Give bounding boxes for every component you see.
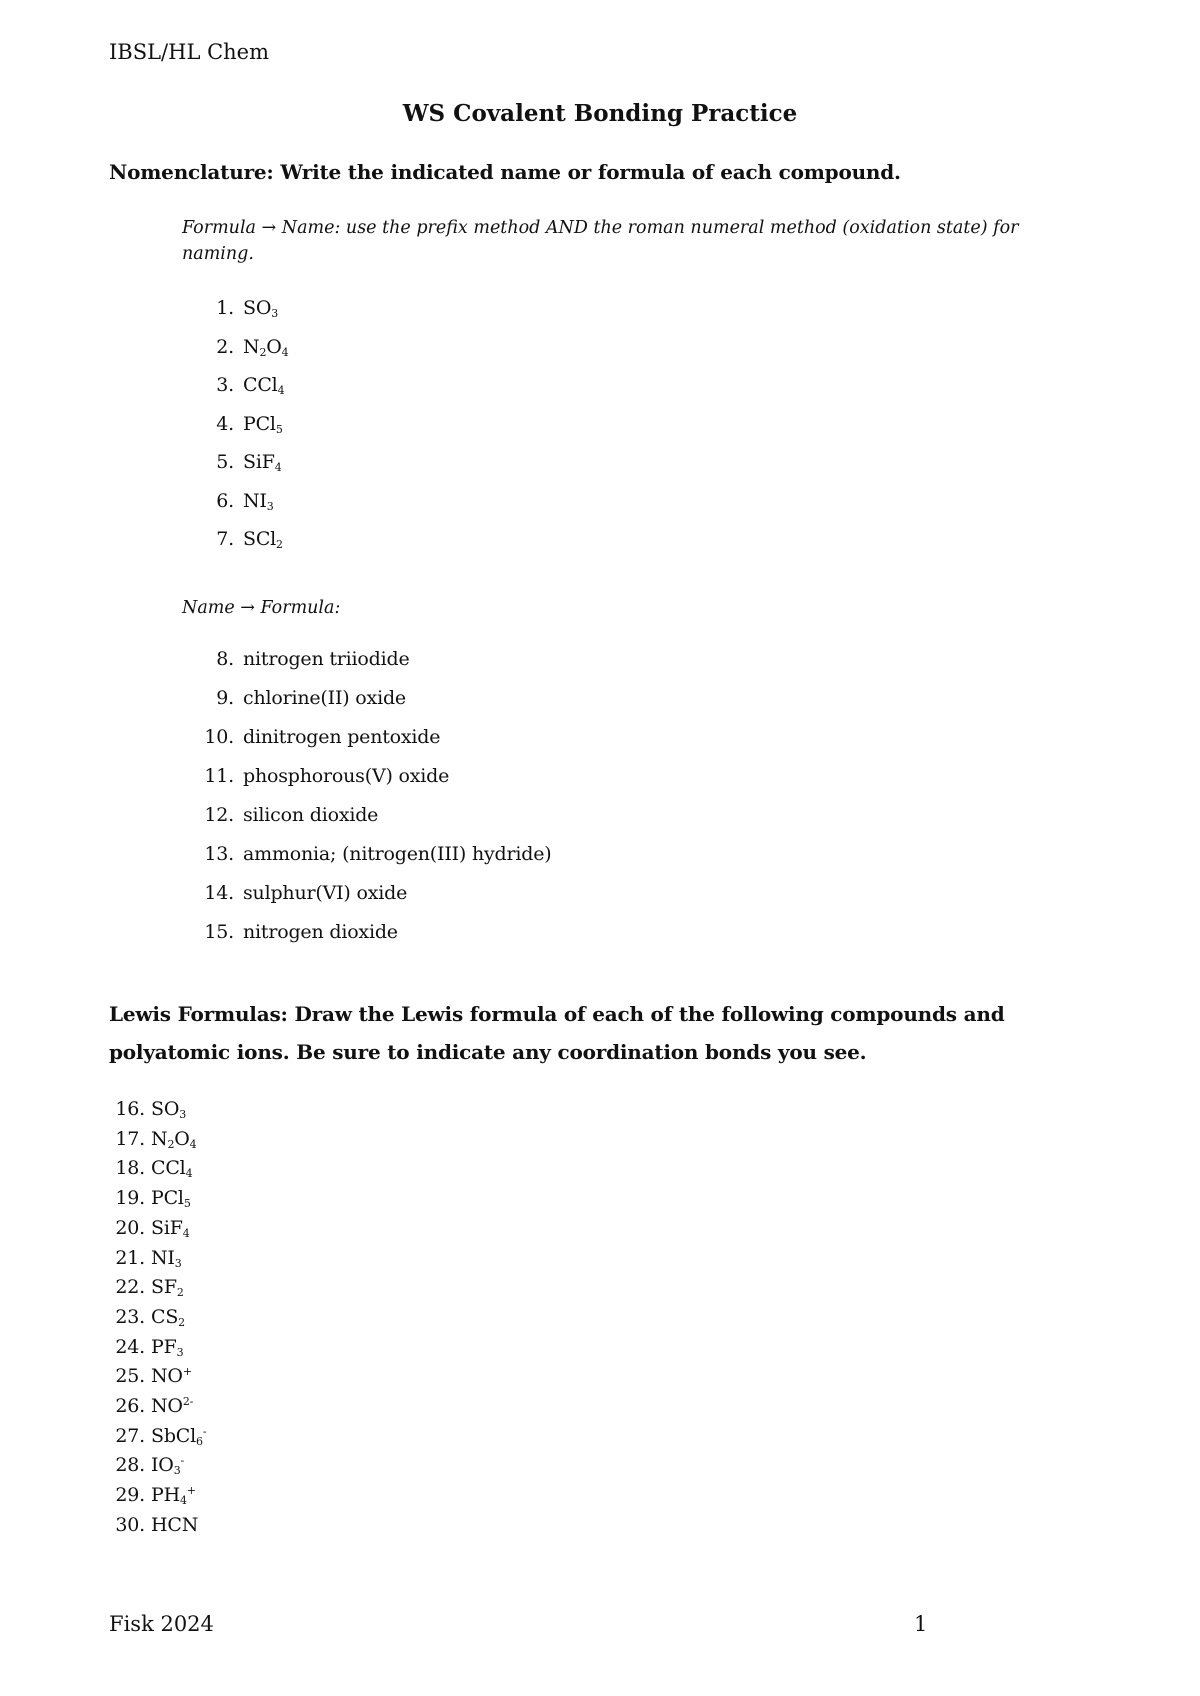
nomenclature-heading: Nomenclature: Write the indicated name or formula of each compound. — [109, 160, 901, 184]
item-text: nitrogen dioxide — [243, 921, 398, 943]
list-item — [182, 843, 552, 865]
formula-part: SiF — [243, 451, 275, 473]
item-number: 8. — [216, 648, 234, 670]
formula-part: IO — [151, 1454, 174, 1477]
formula-part: SO — [243, 297, 272, 319]
item-number: 29. — [115, 1484, 145, 1507]
item-text — [151, 1395, 193, 1417]
formula-part: 4 — [185, 1167, 193, 1181]
item-number: 30. — [115, 1513, 145, 1536]
formula-part: 2 — [276, 538, 283, 551]
footer-page-number: 1 — [914, 1612, 928, 1636]
list-item — [109, 1306, 185, 1328]
item-text — [243, 413, 283, 435]
item-number: 1. — [216, 297, 234, 319]
formula-part: PH — [151, 1484, 180, 1507]
item-text — [151, 1484, 196, 1506]
item-text: dinitrogen pentoxide — [243, 726, 441, 748]
item-text — [151, 1187, 191, 1209]
formula-part: SO — [151, 1098, 180, 1120]
formula-part: 2 — [259, 345, 267, 359]
list-item — [182, 765, 449, 787]
formula-part: PCl — [243, 412, 276, 435]
formula-part: PF — [151, 1335, 177, 1358]
item-number: 17. — [115, 1127, 145, 1150]
item-number: 20. — [115, 1216, 145, 1239]
item-text: sulphur(VI) oxide — [243, 882, 408, 904]
item-number: 5. — [216, 451, 234, 473]
item-text: ammonia; (nitrogen(III) hydride) — [243, 843, 552, 865]
item-text — [243, 451, 282, 473]
formula-part: - — [202, 1424, 207, 1438]
formula-part: PCl — [151, 1187, 184, 1210]
item-number: 13. — [204, 843, 234, 865]
formula-part: O — [266, 335, 282, 358]
formula-part: 3 — [176, 1345, 184, 1359]
formula-part: 2 — [167, 1137, 175, 1151]
list-item — [182, 336, 288, 358]
item-text: phosphorous(V) oxide — [243, 765, 450, 787]
list-item — [182, 451, 282, 473]
item-number: 14. — [204, 882, 234, 904]
formula-part: NI — [151, 1246, 175, 1269]
formula-part: SCl — [243, 528, 277, 550]
item-number: 25. — [115, 1365, 145, 1388]
list-item — [109, 1187, 191, 1209]
formula-part: 3 — [174, 1256, 182, 1270]
item-text — [243, 336, 288, 358]
item-number: 10. — [204, 726, 234, 748]
formula-part: SF — [151, 1276, 177, 1299]
formula-part: 4 — [281, 345, 289, 359]
item-text — [151, 1514, 198, 1536]
item-number: 28. — [115, 1454, 145, 1477]
list-item — [109, 1484, 196, 1506]
item-number: 4. — [216, 412, 234, 435]
item-number: 9. — [216, 687, 234, 709]
footer-author-year: Fisk 2024 — [109, 1612, 214, 1636]
formula-part: 4 — [182, 1226, 190, 1240]
item-text — [151, 1128, 196, 1150]
formula-part: NI — [243, 489, 267, 512]
formula-part: N — [151, 1127, 168, 1150]
item-number: 6. — [216, 489, 234, 512]
formula-part: 2- — [182, 1395, 194, 1408]
formula-to-name-instructions-line-2: naming. — [182, 244, 254, 264]
item-text — [151, 1365, 192, 1387]
item-number: 21. — [115, 1246, 145, 1269]
formula-part: 4 — [189, 1137, 197, 1151]
list-item — [109, 1514, 198, 1536]
item-number: 19. — [115, 1187, 145, 1210]
formula-part: 2 — [176, 1286, 184, 1300]
item-number: 23. — [115, 1305, 145, 1328]
list-item — [109, 1217, 190, 1239]
formula-part: O — [174, 1127, 190, 1150]
item-text — [243, 374, 284, 396]
item-number: 7. — [216, 528, 234, 550]
formula-part: + — [182, 1365, 192, 1379]
item-number: 16. — [115, 1098, 145, 1120]
list-item — [182, 804, 378, 826]
formula-part: 3 — [266, 499, 274, 513]
formula-part: CCl — [243, 374, 278, 396]
formula-part: CCl — [151, 1157, 186, 1180]
formula-part: + — [186, 1484, 196, 1498]
list-item — [109, 1276, 184, 1298]
formula-part: 4 — [179, 1494, 187, 1508]
formula-part: - — [180, 1454, 185, 1468]
list-item — [182, 921, 398, 943]
item-number: 12. — [204, 804, 234, 826]
formula-to-name-instructions — [182, 215, 1019, 267]
page-title: WS Covalent Bonding Practice — [402, 100, 798, 127]
list-item — [182, 726, 440, 748]
list-item — [182, 528, 283, 550]
formula-part: 3 — [173, 1464, 181, 1478]
list-item — [109, 1336, 183, 1358]
formula-part: 6 — [196, 1434, 203, 1448]
formula-part: 2 — [178, 1315, 185, 1329]
list-item — [182, 882, 407, 904]
list-item — [109, 1247, 182, 1269]
formula-part: 3 — [271, 307, 279, 320]
formula-part: N — [243, 335, 260, 358]
formula-part: HCN — [151, 1513, 199, 1536]
formula-part: NO — [151, 1395, 183, 1417]
list-item — [109, 1454, 184, 1476]
list-item — [182, 374, 284, 396]
formula-part: CS — [151, 1305, 179, 1328]
list-item — [109, 1128, 196, 1150]
list-item — [182, 297, 278, 319]
formula-part: 4 — [274, 461, 282, 474]
item-number: 2. — [216, 335, 234, 358]
formula-part: 4 — [277, 384, 285, 397]
header-course-label: IBSL/HL Chem — [109, 40, 270, 64]
formula-part: SiF — [151, 1216, 183, 1239]
item-number: 22. — [115, 1276, 145, 1299]
item-text: silicon dioxide — [243, 804, 379, 826]
item-number: 24. — [115, 1335, 145, 1358]
list-item — [182, 648, 410, 670]
item-number: 3. — [216, 374, 234, 396]
item-text — [243, 297, 278, 319]
item-text — [151, 1276, 184, 1298]
formula-part: 3 — [179, 1108, 187, 1121]
list-item — [182, 413, 283, 435]
item-text — [151, 1217, 190, 1239]
formula-part: NO — [151, 1365, 183, 1388]
item-number: 15. — [204, 921, 234, 943]
item-number: 11. — [204, 765, 234, 787]
item-text — [243, 528, 283, 550]
item-text — [151, 1098, 186, 1120]
item-text — [151, 1425, 206, 1447]
item-text: chlorine(II) oxide — [243, 687, 406, 709]
list-item — [109, 1157, 192, 1179]
list-item — [109, 1098, 186, 1120]
list-item — [182, 687, 406, 709]
formula-part: SbCl — [151, 1424, 196, 1447]
item-text — [151, 1454, 184, 1476]
item-text — [151, 1306, 185, 1328]
name-to-formula-instructions: Name → Formula: — [182, 598, 341, 618]
item-number: 26. — [115, 1395, 145, 1417]
item-number: 27. — [115, 1424, 145, 1447]
list-item — [109, 1395, 193, 1417]
formula-to-name-instructions-line-1: Formula → Name: use the prefix method AND the roman numeral method (oxidation state) for — [182, 218, 1019, 238]
item-text — [151, 1157, 192, 1179]
list-item — [109, 1425, 206, 1447]
lewis-heading-line-2: polyatomic ions. Be sure to indicate any coordination bonds you see. — [109, 1040, 867, 1064]
item-number: 18. — [115, 1157, 145, 1180]
item-text — [151, 1336, 183, 1358]
lewis-heading-line-1: Lewis Formulas: Draw the Lewis formula of each of the following compounds and — [109, 1002, 1005, 1026]
item-text: nitrogen triiodide — [243, 648, 410, 670]
formula-part: 5 — [275, 422, 283, 436]
item-text — [243, 490, 274, 512]
item-text — [151, 1247, 182, 1269]
list-item — [109, 1365, 192, 1387]
formula-part: 5 — [183, 1197, 191, 1211]
list-item — [182, 490, 274, 512]
